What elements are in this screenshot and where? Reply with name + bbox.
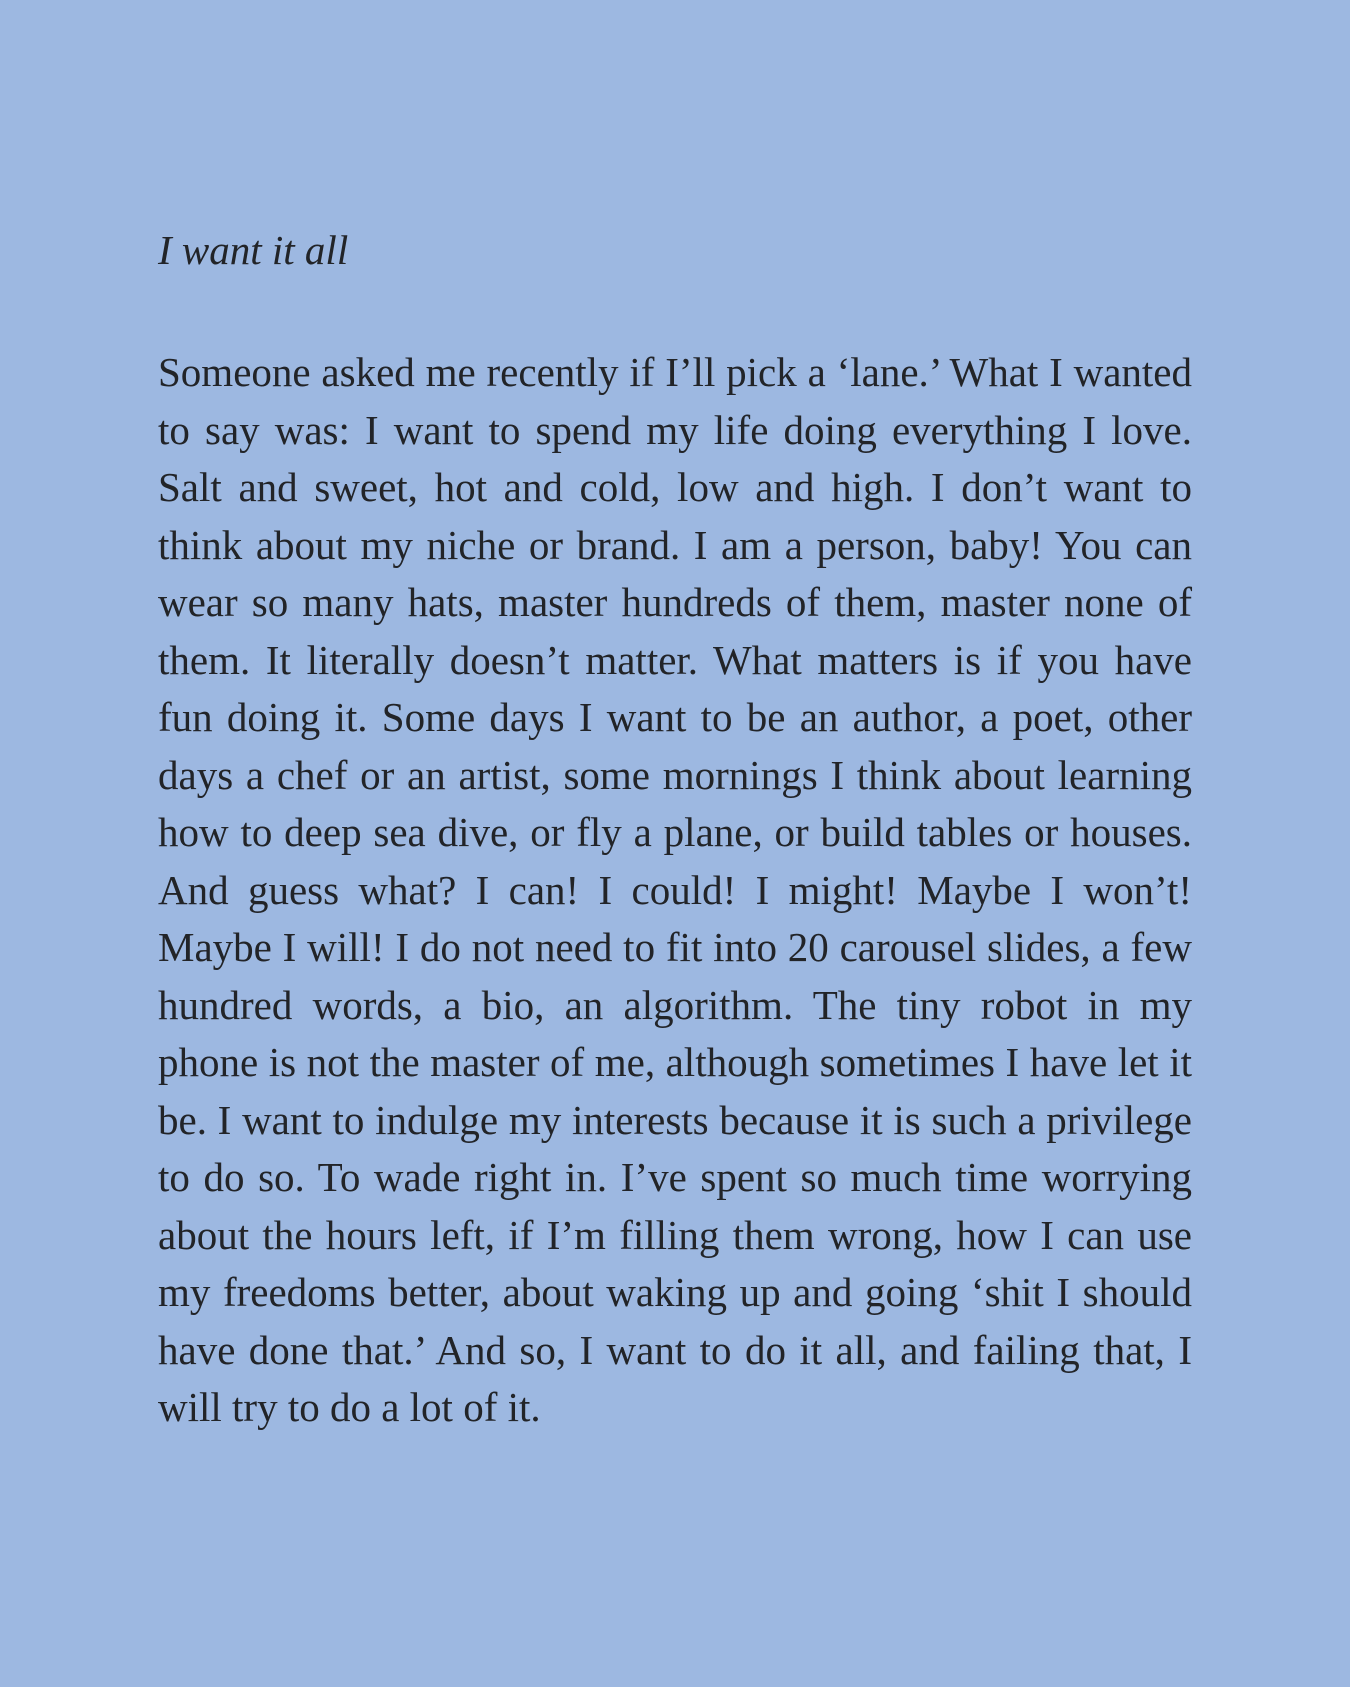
page-title: I want it all	[158, 227, 349, 273]
body-paragraph: Someone asked me recently if I’ll pick a ‘lane.’ What I wanted to say was: I want to spend my life doing everything I love. Salt and sweet, hot and cold, low and high. I don’t want to think about my niche or brand. I am a person, baby! You can wear so many hats, master hundreds of them, master none of them. It literally doesn’t matter. What matters is if you have fun doing it. Some days I want to be an author, a poet, other days a chef or an artist, some mornings I think about learning how to deep sea dive, or fly a plane, or build tables or houses. And guess what? I can! I could! I might! Maybe I won’t! Maybe I will! I do not need to fit into 20 carousel slides, a few hundred words, a bio, an algorithm. The tiny robot in my phone is not the master of me, although sometimes I have let it be. I want to indulge my interests because it is such a privilege to do so. To wade right in. I’ve spent so much time worrying about the hours left, if I’m filling them wrong, how I can use my freedoms better, about waking up and going ‘shit I should have done that.’ And so, I want to do it all, and failing that, I will try to do a lot of it.	[158, 349, 1192, 1430]
